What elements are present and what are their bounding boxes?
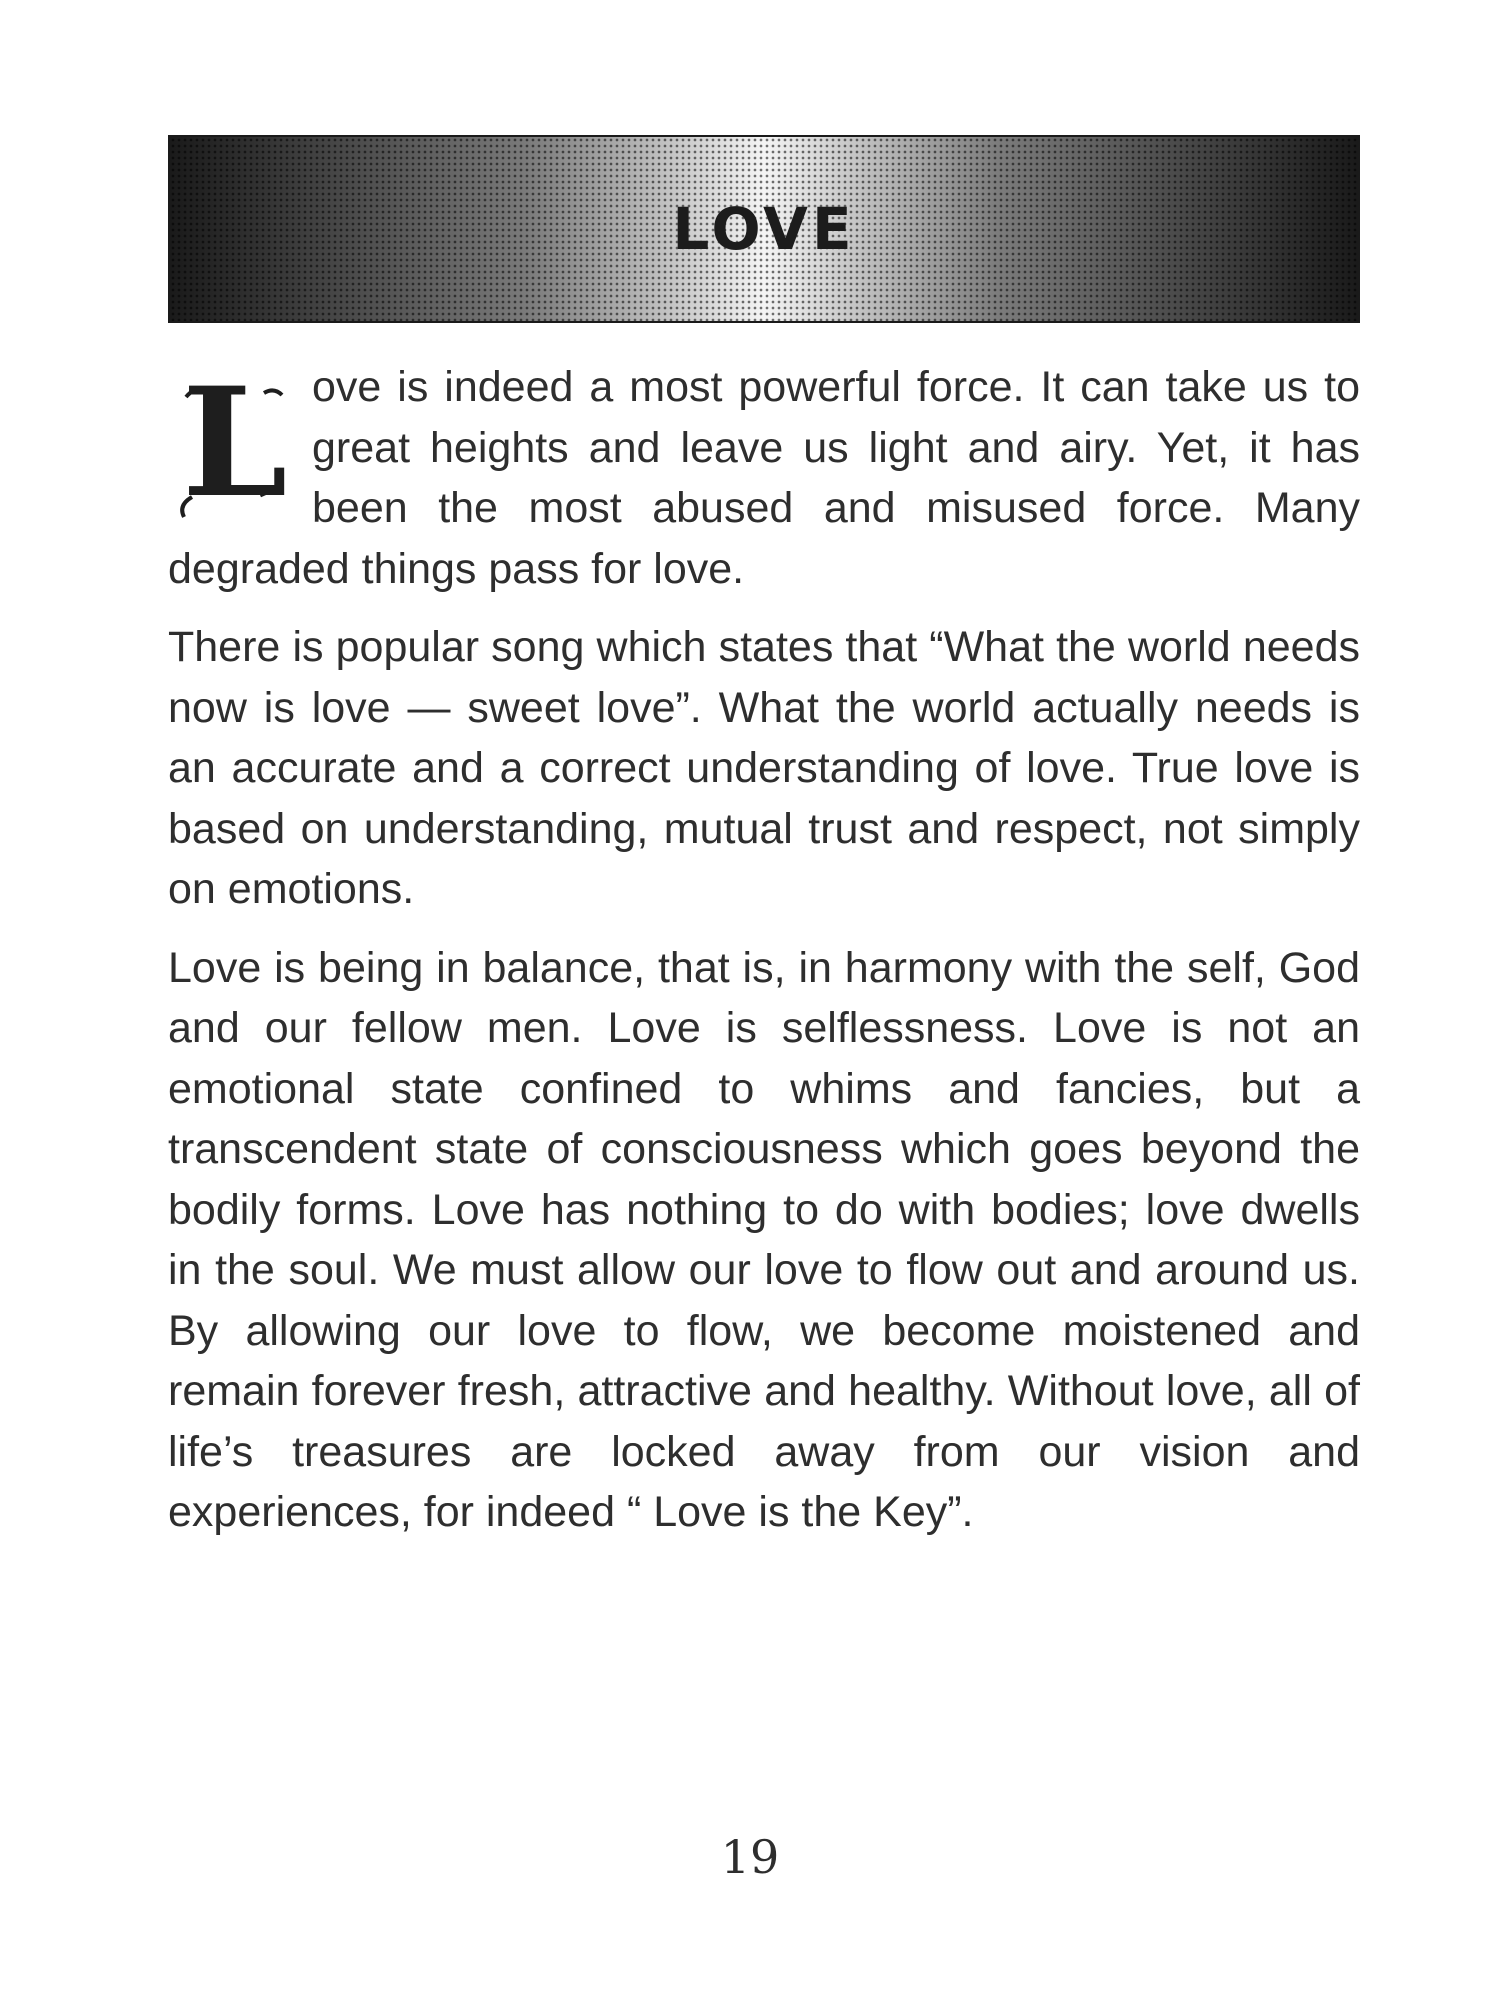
title-banner xyxy=(168,135,1360,323)
paragraph-1: ove is indeed a most powerful force. It can take us to great heights and leave us light and airy. Yet, it has been the most abused and misused force. Many degraded things pass for love. xyxy=(168,363,1360,593)
paragraph-3: Love is being in balance, that is, in harmony with the self, God and our fellow men. Love is selflessness. Love is not an emotional state confined to whims and fancies, but a transcendent state of consciousness which goes beyond the bodily forms. Love has nothing to do with bodies; love dwells in the soul. We must allow our love to flow out and around us. By allowing our love to flow, we become moistened and remain forever fresh, attractive and healthy. Without love, all of life’s treasures are locked away from our vision and experiences, for indeed “ Love is the Key”. xyxy=(168,943,1360,1536)
svg-text:L: L xyxy=(182,367,288,525)
book-page xyxy=(168,135,1360,1561)
page-number: 19 xyxy=(720,1830,780,1884)
page-title: LOVE xyxy=(672,195,856,263)
body-text xyxy=(168,357,1360,1543)
paragraph-2: There is popular song which states that “What the world needs now is love — sweet love”. What the world actually needs is an accurate and a correct understanding of love. True love is based on understanding, mutual trust and respect, not simply on emotions. xyxy=(168,623,1360,913)
drop-cap-letter-l xyxy=(168,367,298,525)
